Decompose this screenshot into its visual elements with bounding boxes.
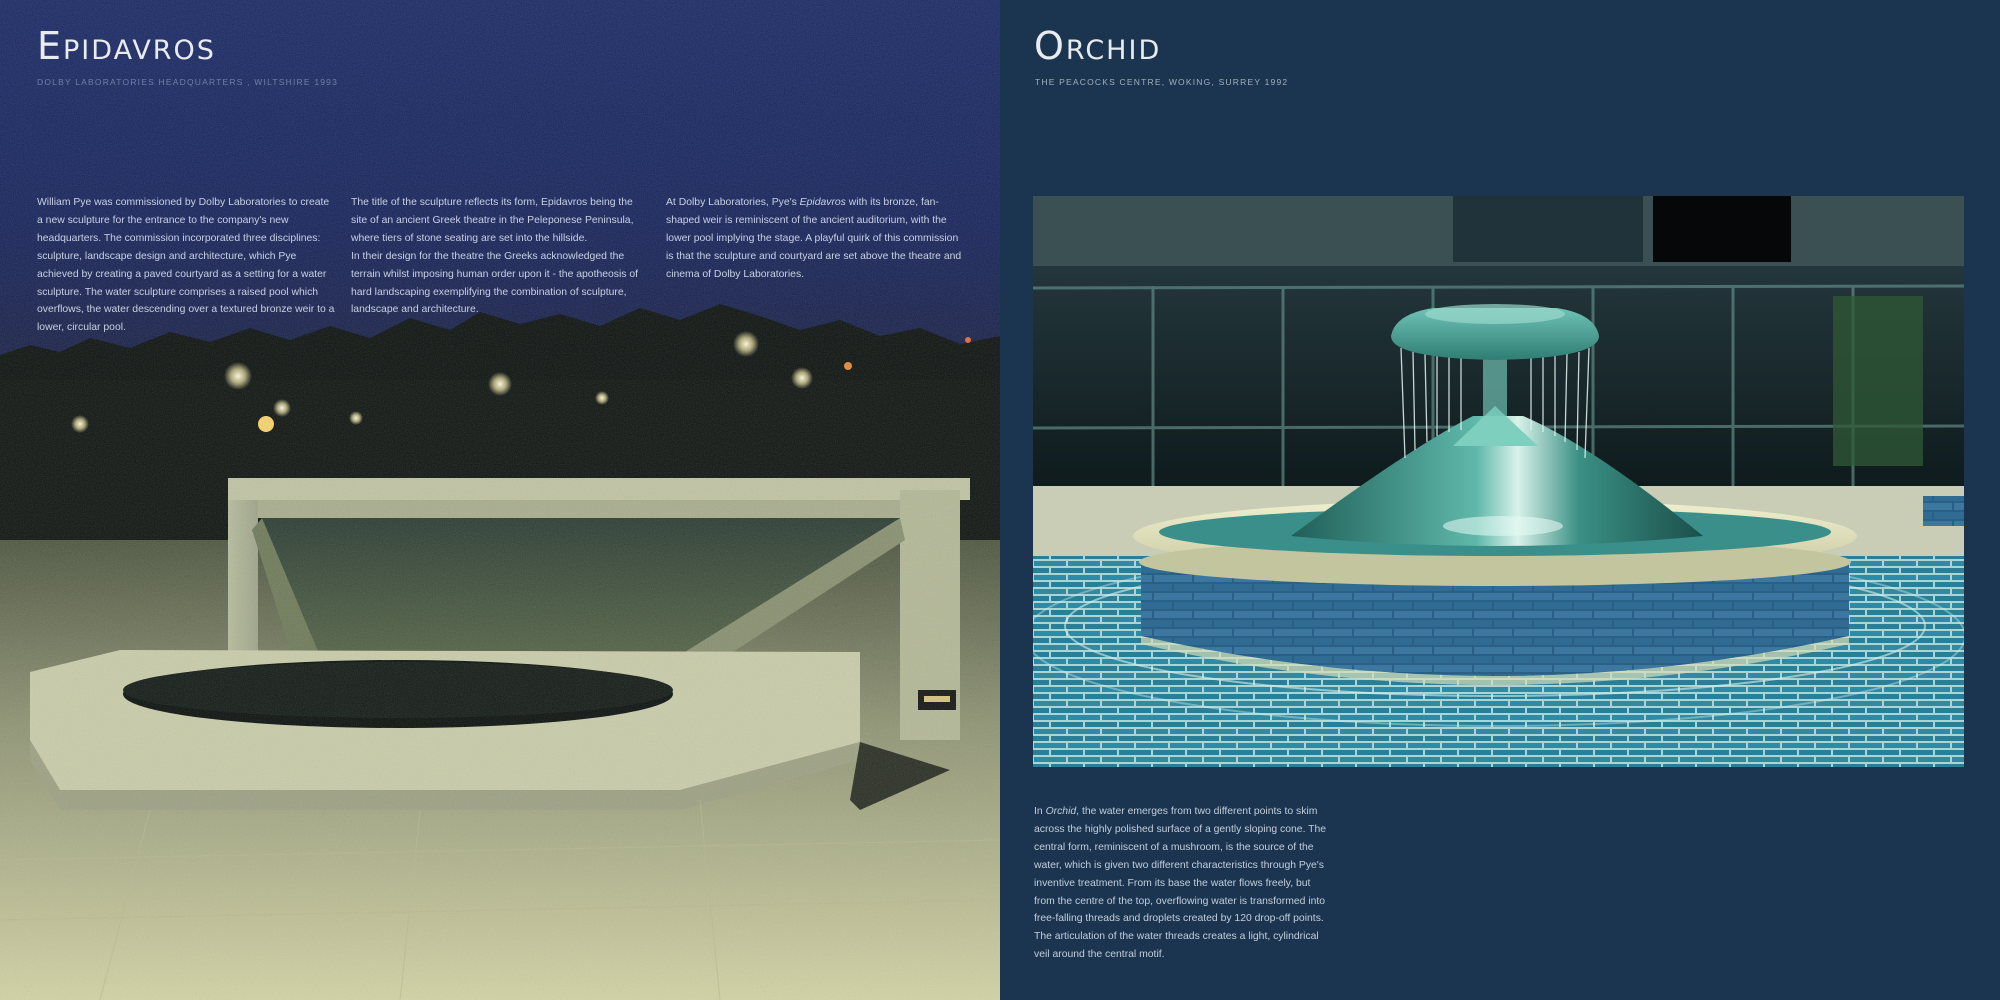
artwork-title-italic: Orchid — [1045, 806, 1077, 817]
epidavros-column-2 — [351, 194, 651, 319]
epidavros-column-1 — [37, 194, 337, 337]
epidavros-paragraph-2: The title of the sculpture reflects its form, Epidavros being the site of an ancient Greek theatre in the Peleponese Peninsula, where tiers of stone seating are set into the hillside. — [351, 197, 634, 244]
text-run: with its bronze, fan-shaped weir is reminiscent of the ancient auditorium, with the lower pool implying the stage. A playful quirk of this commission is that the sculpture and courtyard are set above the theatre and cinema of Dolby Laboratories. — [666, 197, 962, 280]
page-title-epidavros: Epidavros — [37, 24, 216, 68]
epidavros-column-3 — [666, 194, 966, 284]
text-run: In — [1034, 806, 1046, 817]
orchid-paragraph — [1034, 803, 1334, 964]
text-run: , the water emerges from two different points to skim across the highly polished surface of a gently sloping cone. The central form, reminiscent of a mushroom, is the source of the water, which is given two different characteristics through Pye's inventive treatment. From its base the water flows freely, but from the centre of the top, overflowing water is transformed into free-falling threads and droplets created by 120 drop-off points. The articulation of the water threads creates a light, cylindrical veil around the central motif. — [1034, 806, 1327, 961]
epidavros-paragraph-4 — [666, 194, 966, 284]
page-title-orchid: Orchid — [1034, 24, 1162, 68]
artwork-title-italic: Epidavros — [799, 197, 846, 208]
epidavros-location: DOLBY LABORATORIES HEADQUARTERS , WILTSHIRE 1993 — [37, 77, 339, 87]
orchid-location: THE PEACOCKS CENTRE, WOKING, SURREY 1992 — [1035, 77, 1289, 87]
text-run: At Dolby Laboratories, Pye's — [666, 197, 800, 208]
right-page — [1000, 0, 2000, 1000]
epidavros-paragraph-1: William Pye was commissioned by Dolby Laboratories to create a new sculpture for the entrance to the company's new headquarters. The commission incorporated three disciplines: sculpture, landscape design and architecture, which Pye achieved by creating a paved courtyard as a setting for a water sculpture. The water sculpture comprises a raised pool which overflows, the water descending over a textured bronze weir to a lower, circular pool. — [37, 197, 335, 334]
orchid-fountain-photo — [1033, 196, 1964, 767]
orchid-fountain-illustration — [1033, 196, 1964, 767]
orchid-description — [1034, 803, 1334, 964]
epidavros-paragraph-3: In their design for the theatre the Greeks acknowledged the terrain whilst imposing human order upon it - the apotheosis of hard landscaping exemplifying the combination of sculpture, landscape and architecture. — [351, 250, 639, 316]
